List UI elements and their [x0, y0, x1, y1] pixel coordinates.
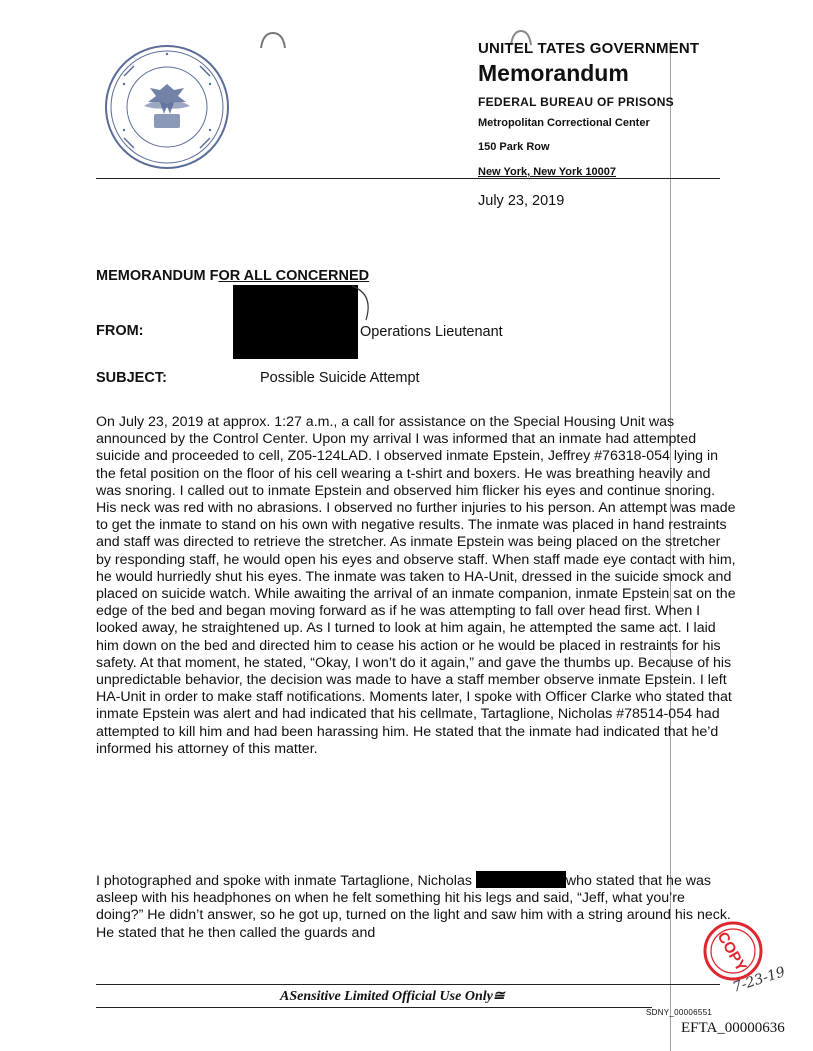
from-value: Operations Lieutenant	[360, 324, 503, 340]
footer-divider-lower	[96, 1007, 652, 1008]
bureau-name: FEDERAL BUREAU OF PRISONS	[478, 95, 674, 109]
body-paragraph-2	[96, 871, 736, 942]
memo-date: July 23, 2019	[478, 193, 565, 209]
redaction-block	[233, 285, 358, 359]
redaction-block	[476, 871, 566, 888]
punch-hole-mark	[258, 30, 288, 52]
efta-number: EFTA_00000636	[681, 1020, 785, 1036]
copy-stamp-text: COPY	[713, 929, 750, 975]
street-address: 150 Park Row	[478, 141, 550, 153]
handwritten-date: 7-23-19	[730, 964, 788, 996]
subject-value: Possible Suicide Attempt	[260, 370, 420, 386]
redaction-edge-mark	[348, 284, 378, 324]
government-heading: UNITEL TATES GOVERNMENT	[478, 40, 700, 57]
body-paragraph-1: On July 23, 2019 at approx. 1:27 a.m., a call for assistance on the Special Housing Unit was announced by the Control Center. Upon my arrival I was informed that an inmate had attempted suicide and proceeded to cell, Z05-124LAD. I observed inmate Epstein, Jeffrey #76318-054 lying in the fetal position on the floor of his cell wearing a t-shirt and boxers. He was breathing heavily and was snoring. I called out to inmate Epstein and observed him flicker his eyes and continue snoring. His neck was red with no abrasions. I observed no further injuries to his person. An attempt was made to get the inmate to stand on his own with negative results. The inmate was placed in hand restraints and staff was directed to retrieve the stretcher. As inmate Epstein was being placed on the stretcher by responding staff, he would open his eyes and observe staff. When staff made eye contact with him, he would hurriedly shut his eyes. The inmate was taken to HA-Unit, dressed in the suicide smock and placed on suicide watch. While awaiting the arrival of an inmate companion, inmate Epstein sat on the edge of the bed and began moving forward as if he was attempting to fall over head first. When I looked away, he straightened up. As I turned to look at him again, he attempted the same act. I laid him down on the bed and directed him to cease his action or he would be placed in restraints for his safety. At that moment, he stated, “Okay, I won’t do it again,” and gave the thumbs up. Because of his unpredictable behavior, the decision was made to have a staff member observe inmate Epstein. I left HA-Unit in order to make staff notifications. Moments later, I spoke with Officer Clarke who stated that inmate Epstein was alert and had indicated that his cellmate, Tartaglione, Nicholas #78514-054 had attempted to kill him and had been harassing him. He stated that the inmate had indicated that he’d informed his attorney of this matter.	[96, 414, 736, 757]
bates-number: SDNY_00006551	[646, 1008, 713, 1017]
memorandum-for-prefix: MEMORANDUM F	[96, 268, 219, 284]
sensitivity-notice: ASensitive Limited Official Use Only≅	[280, 989, 505, 1004]
header-divider	[96, 178, 720, 179]
facility-name: Metropolitan Correctional Center	[478, 117, 650, 129]
footer-divider	[96, 984, 720, 985]
memorandum-title: Memorandum	[478, 60, 629, 86]
memorandum-for-line	[96, 268, 369, 284]
body-paragraph-2-start: I photographed and spoke with inmate Tartaglione, Nicholas	[96, 873, 476, 889]
from-label: FROM:	[96, 323, 144, 339]
department-of-justice-seal-icon	[104, 44, 230, 170]
subject-label: SUBJECT:	[96, 370, 167, 386]
memorandum-for-recipients: OR ALL CONCERNED	[218, 268, 370, 284]
city-address: New York, New York 10007	[478, 166, 616, 178]
body-paragraph-2-rest: who stated that he was asleep with his headphones on when he felt something hit his legs and said, “Jeff, what you’re doing?” He didn’t answer, so he got up, turned on the light and saw him with a string around his neck. He stated that he then called the guards and	[96, 873, 731, 941]
